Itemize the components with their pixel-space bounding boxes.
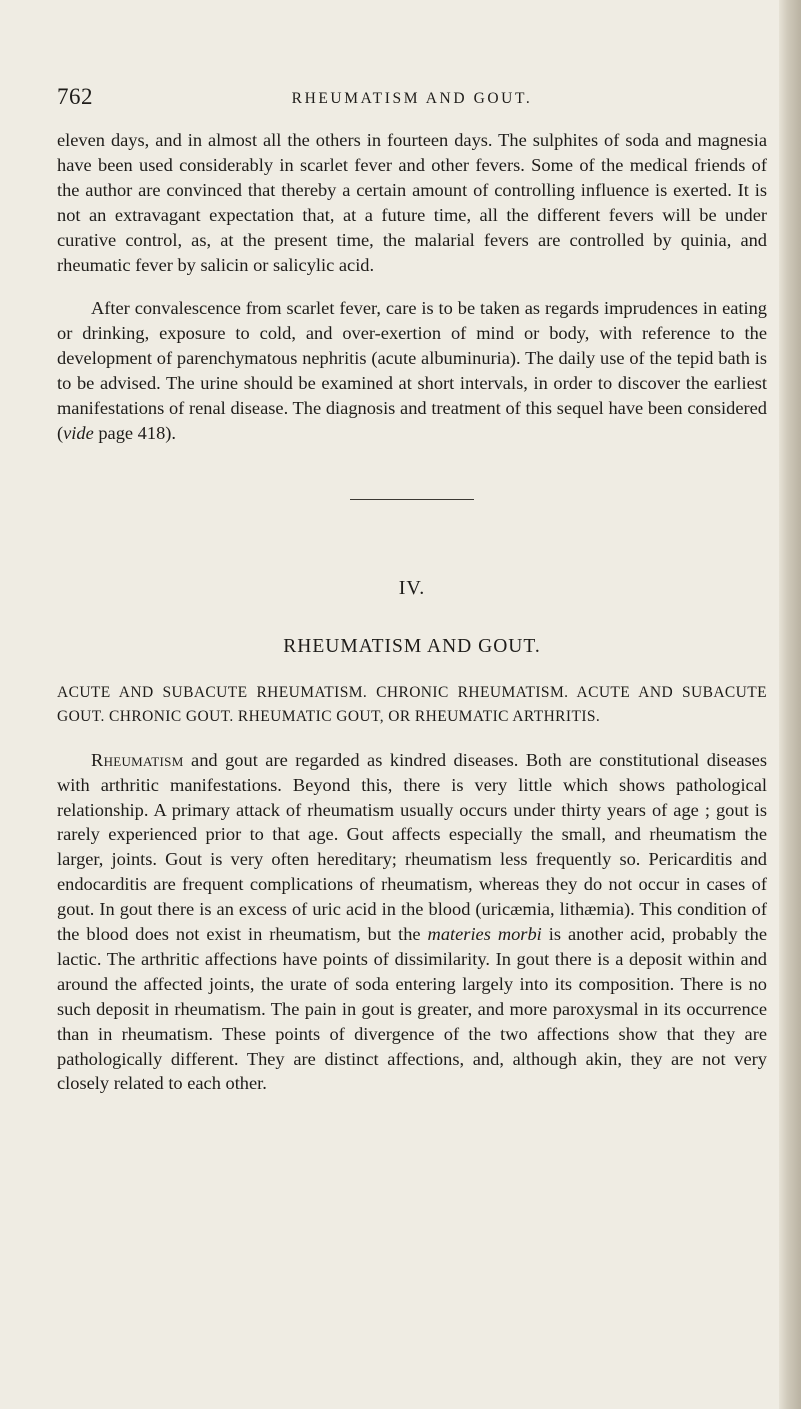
paragraph-lead-word: Rheumatism: [91, 749, 184, 770]
vide-italic: vide: [63, 422, 94, 443]
section-separator-rule: [350, 499, 474, 500]
paragraph-text: and gout are regarded as kindred diseases. Both are constitutional diseases with arthritic manifestations. Beyond this, there is very little which shows pathological relationship. A primary attack of rheumatism usually occurs under thirty years of age ; gout is rarely experienced prior to that age. Gout affects especially the small, and rheumatism the larger, joints. Gout is very often hereditary; rheumatism less frequently so. Pericarditis and endocarditis are frequent complications of rheumatism, whereas they do not occur in cases of gout. In gout there is an excess of uric acid in the blood (uricæmia, lithæmia). This condition of the blood does not exist in rheumatism, but the: [57, 749, 767, 945]
paragraph-rheumatism-gout: [57, 748, 767, 1097]
paragraph-text: After convalescence from scarlet fever, care is to be taken as regards imprudences in eating or drinking, exposure to cold, and over-exertion of mind or body, with reference to the development of parenchymatous nephritis (acute albuminuria). The daily use of the tepid bath is to be advised. The urine should be examined at short intervals, in order to discover the earliest manifestations of renal disease. The diagnosis and treatment of this sequel have been considered (: [57, 298, 767, 443]
section-title: RHEUMATISM AND GOUT.: [283, 635, 541, 657]
paragraph-convalescence: [57, 296, 767, 445]
paragraph-text: is another acid, probably the lactic. The arthritic affections have points of dissimilarity. In gout there is a deposit within and around the affected joints, the urate of soda entering largely into its composition. There is no such deposit in rheumatism. The pain in gout is greater, and more paroxysmal in its occurrence than in rheumatism. These points of divergence of the two affections show that they are pathologically different. They are distinct affections, and, although akin, they are not very closely related to each other.: [57, 924, 768, 1094]
paragraph-text: page 418).: [93, 422, 176, 443]
running-title: RHEUMATISM AND GOUT.: [291, 90, 533, 107]
page-number: 762: [57, 84, 93, 109]
section-number: IV.: [398, 576, 426, 599]
page-edge-shadow: [779, 0, 801, 1409]
paragraph-continuation: eleven days, and in almost all the others in fourteen days. The sulphites of soda and magnesia have been used considerably in scarlet fever and other fevers. Some of the medical friends of the author are convinced that thereby a certain amount of controlling influence is exerted. It is not an extravagant expectation that, at a future time, all the different fevers will be under curative control, as, at the present time, the malarial fevers are controlled by quinia, and rheumatic fever by salicin or salicylic acid.: [57, 130, 767, 275]
section-subtopics: ACUTE AND SUBACUTE RHEUMATISM. CHRONIC RHEUMATISM. ACUTE AND SUBACUTE GOUT. CHRONIC GOUT. RHEUMATIC GOUT, OR RHEUMATIC ARTHRITIS.: [57, 683, 767, 726]
running-head: [57, 84, 767, 114]
body-text: [57, 128, 767, 1096]
materies-morbi-italic: materies morbi: [427, 924, 542, 945]
